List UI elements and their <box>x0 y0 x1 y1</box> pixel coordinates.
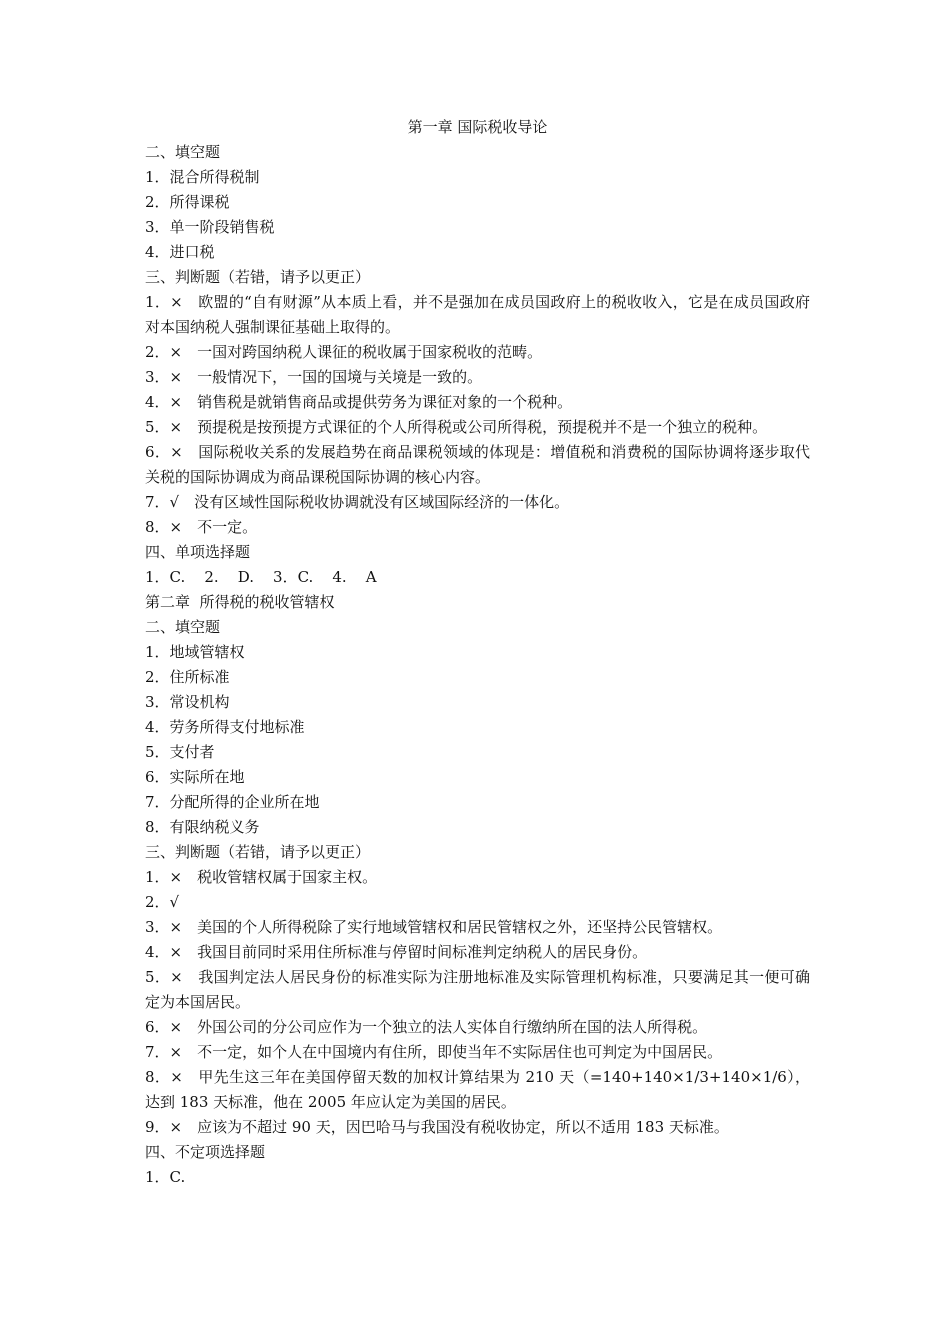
chapter-1-fill-item-4: 4．进口税 <box>145 243 215 261</box>
chapter-1-fill-item-3: 3．单一阶段销售税 <box>145 218 275 236</box>
chapter-2-fill-item-7: 7．分配所得的企业所在地 <box>145 793 320 811</box>
document-body <box>145 115 810 1190</box>
chapter-2-judge-item-3: 3．× 美国的个人所得税除了实行地域管辖权和居民管辖权之外，还坚持公民管辖权。 <box>145 918 723 936</box>
chapter-1-fill-item-1: 1．混合所得税制 <box>145 168 260 186</box>
chapter-2-fill-item-3: 3．常设机构 <box>145 693 230 711</box>
chapter-1-judge-item-5: 5．× 预提税是按预提方式课征的个人所得税或公司所得税，预提税并不是一个独立的税种。 <box>145 418 768 436</box>
chapter-2-fill-item-2: 2．住所标准 <box>145 668 230 686</box>
chapter-2-title: 第二章 所得税的税收管辖权 <box>145 593 335 611</box>
chapter-1-fill-item-2: 2．所得课税 <box>145 193 230 211</box>
chapter-1-title: 第一章 国际税收导论 <box>407 118 548 136</box>
chapter-2-judge-item-5: 5．× 我国判定法人居民身份的标准实际为注册地标准及实际管理机构标准，只要满足其一便可确定为本国居民。 <box>145 968 810 1011</box>
chapter-2-judge-item-8: 8．× 甲先生这三年在美国停留天数的加权计算结果为 210 天（=140+140×1/3+140×1/6），达到 183 天标准，他在 2005 年应认定为美国的居民。 <box>145 1068 810 1111</box>
chapter-1-judge-item-8: 8．× 不一定。 <box>145 518 258 536</box>
chapter-2-fill-item-5: 5．支付者 <box>145 743 215 761</box>
chapter-2-fill-item-4: 4．劳务所得支付地标准 <box>145 718 305 736</box>
chapter-2-judge-item-7: 7．× 不一定，如个人在中国境内有住所，即使当年不实际居住也可判定为中国居民。 <box>145 1043 723 1061</box>
chapter-2-judge-heading: 三、判断题（若错，请予以更正） <box>145 843 371 861</box>
chapter-2-judge-item-4: 4．× 我国目前同时采用住所标准与停留时间标准判定纳税人的居民身份。 <box>145 943 648 961</box>
chapter-1-judge-item-6: 6．× 国际税收关系的发展趋势在商品课税领域的体现是：增值税和消费税的国际协调将逐步取代关税的国际协调成为商品课税国际协调的核心内容。 <box>145 443 810 486</box>
chapter-2-judge-item-9: 9．× 应该为不超过 90 天，因巴哈马与我国没有税收协定，所以不适用 183 天标准。 <box>145 1118 729 1136</box>
chapter-1-judge-item-2: 2．× 一国对跨国纳税人课征的税收属于国家税收的范畴。 <box>145 343 543 361</box>
chapter-1-judge-item-4: 4．× 销售税是就销售商品或提供劳务为课征对象的一个税种。 <box>145 393 573 411</box>
chapter-1-judge-item-1: 1．× 欧盟的“自有财源”从本质上看，并不是强加在成员国政府上的税收收入，它是在成员国政府对本国纳税人强制课征基础上取得的。 <box>145 293 810 336</box>
chapter-2-multi-item-1: 1．C. <box>145 1168 186 1186</box>
chapter-1-judge-item-7: 7．√ 没有区域性国际税收协调就没有区域国际经济的一体化。 <box>145 493 570 511</box>
chapter-1-judge-item-3: 3．× 一般情况下，一国的国境与关境是一致的。 <box>145 368 483 386</box>
chapter-2-judge-item-1: 1．× 税收管辖权属于国家主权。 <box>145 868 378 886</box>
chapter-2-fill-item-1: 1．地域管辖权 <box>145 643 245 661</box>
chapter-1-judge-heading: 三、判断题（若错，请予以更正） <box>145 268 371 286</box>
chapter-1-fill-heading: 二、填空题 <box>145 143 221 161</box>
chapter-1-choice-answers: 1．C. 2. D. 3．C. 4. A <box>145 568 377 586</box>
chapter-2-fill-item-8: 8．有限纳税义务 <box>145 818 260 836</box>
chapter-2-fill-item-6: 6．实际所在地 <box>145 768 245 786</box>
chapter-2-fill-heading: 二、填空题 <box>145 618 221 636</box>
chapter-2-multi-heading: 四、不定项选择题 <box>145 1143 266 1161</box>
chapter-2-judge-item-2: 2．√ <box>145 893 180 911</box>
chapter-2-judge-item-6: 6．× 外国公司的分公司应作为一个独立的法人实体自行缴纳所在国的法人所得税。 <box>145 1018 708 1036</box>
chapter-1-choice-heading: 四、单项选择题 <box>145 543 251 561</box>
